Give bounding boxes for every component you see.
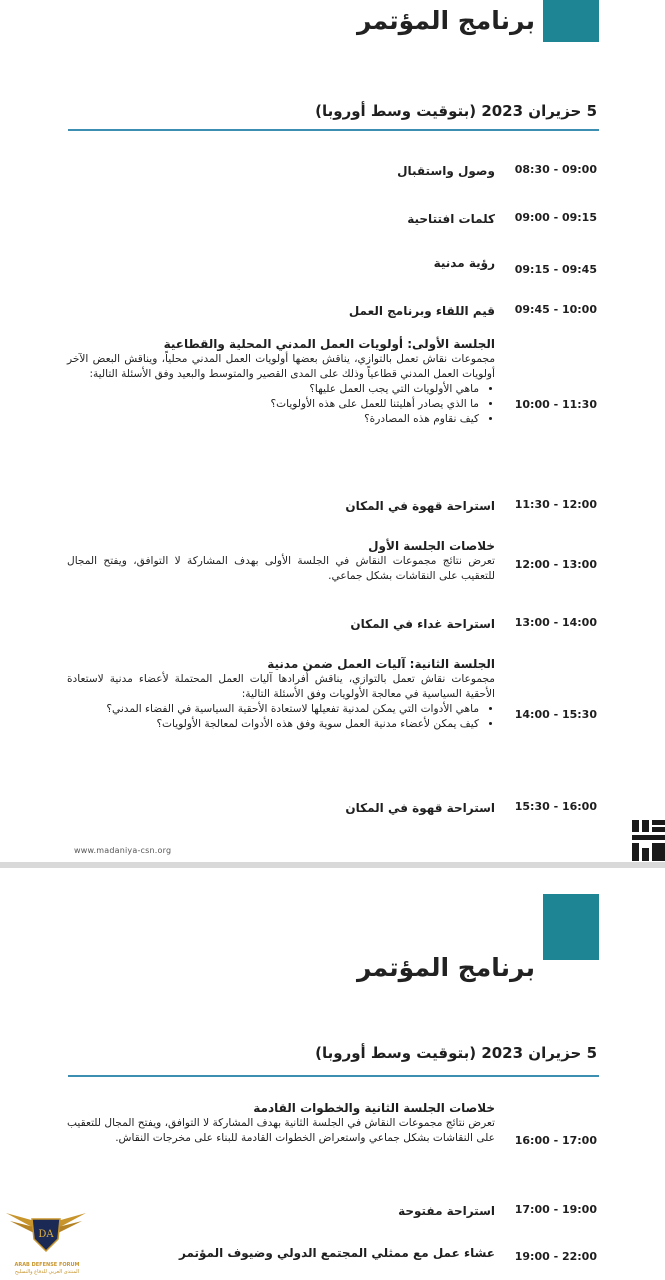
watermark <box>2 1205 90 1280</box>
question-item: • ما الذي يصادر أهليتنا للعمل على هذه الأولويات؟ <box>67 397 479 412</box>
page-title: برنامج المؤتمر <box>356 6 535 35</box>
madaniya-logo-icon <box>630 818 665 864</box>
session-title: خلاصات الجلسة الأول <box>368 539 495 553</box>
watermark-line-2: المنتدى العربي للدفاع والتسليح <box>14 1269 80 1275</box>
session-description: تعرض نتائج مجموعات النقاش في الجلسة الثانية بهدف المشاركة لا التوافق، ويفتح المجال للتعقيب على النقاشات بشكل جماعي واستعراض الخطوات القادمة للبناء على مخرجات النقاش. <box>67 1117 495 1144</box>
session-title: عشاء عمل مع ممثلي المجتمع الدولي وضيوف المؤتمر <box>178 1246 495 1260</box>
date-heading: 5 حزيران 2023 (بتوقيت وسط أوروبا) <box>315 102 597 120</box>
time-slot: 09:00 - 09:15 <box>514 211 597 224</box>
session-description: مجموعات نقاش تعمل بالتوازي، يناقش بعضها أولويات العمل المدني محلياً، ويناقش البعض الآخر أولويات العمل المدني قطاعياً وذلك على المدى القصير والمتوسط والبعيد وفق الأسئلة التالية: <box>67 353 495 380</box>
winged-emblem-icon <box>2 1205 90 1263</box>
question-item: • ماهي الأدوات التي يمكن لمدنية تفعيلها لاستعادة الأحقية السياسية في الفضاء المدني؟ <box>67 702 479 717</box>
time-slot: 16:00 - 17:00 <box>514 1134 597 1147</box>
program-page-2 <box>0 868 665 1280</box>
session-description: مجموعات نقاش تعمل بالتوازي، يناقش أفرادها آليات العمل المحتملة لأعضاء مدنية لاستعادة الأحقية السياسية في معالجة الأولويات وفق الأسئلة التالية: <box>67 673 495 700</box>
accent-block <box>543 0 599 42</box>
time-slot: 13:00 - 14:00 <box>514 616 597 629</box>
question-item: • ماهي الأولويات التي يجب العمل عليها؟ <box>67 382 479 397</box>
question-item: • كيف يمكن لأعضاء مدنية العمل سوية وفق هذه الأدوات لمعالجة الأولويات؟ <box>67 717 479 732</box>
time-slot: 09:45 - 10:00 <box>514 303 597 316</box>
session-title: خلاصات الجلسة الثانية والخطوات القادمة <box>253 1101 495 1115</box>
divider <box>68 129 599 131</box>
session-title: كلمات افتتاحية <box>407 212 495 226</box>
session-title: استراحة غداء في المكان <box>350 617 495 631</box>
time-slot: 09:15 - 09:45 <box>514 263 597 276</box>
watermark-line-1: ARAB DEFENSE FORUM <box>14 1262 80 1268</box>
time-slot: 08:30 - 09:00 <box>514 163 597 176</box>
session-title: رؤية مدنية <box>433 256 495 270</box>
time-slot: 19:00 - 22:00 <box>514 1250 597 1263</box>
accent-block <box>543 894 599 960</box>
page-title: برنامج المؤتمر <box>356 953 535 982</box>
session-title: استراحة قهوة في المكان <box>345 801 495 815</box>
divider <box>68 1075 599 1077</box>
session-title: الجلسة الثانية: آليات العمل ضمن مدنية <box>267 657 495 671</box>
footer-url[interactable]: www.madaniya-csn.org <box>74 846 172 855</box>
session-title: استراحة قهوة في المكان <box>345 499 495 513</box>
question-list <box>67 702 495 732</box>
session-title: وصول واستقبال <box>397 164 495 178</box>
time-slot: 10:00 - 11:30 <box>514 398 597 411</box>
time-slot: 11:30 - 12:00 <box>514 498 597 511</box>
question-list <box>67 382 495 427</box>
time-slot: 15:30 - 16:00 <box>514 800 597 813</box>
question-item: • كيف نقاوم هذه المصادرة؟ <box>67 412 479 427</box>
session-title: قيم اللقاء وبرنامج العمل <box>348 304 495 318</box>
session-title: الجلسة الأولى: أولويات العمل المدني المحلية والقطاعية <box>163 337 495 351</box>
badge-text: DA <box>38 1229 54 1240</box>
session-description: تعرض نتائج مجموعات النقاش في الجلسة الأولى بهدف المشاركة لا التوافق، ويفتح المجال للتعقيب على النقاشات بشكل جماعي. <box>67 555 495 582</box>
time-slot: 17:00 - 19:00 <box>514 1203 597 1216</box>
time-slot: 12:00 - 13:00 <box>514 558 597 571</box>
date-heading: 5 حزيران 2023 (بتوقيت وسط أوروبا) <box>315 1044 597 1062</box>
time-slot: 14:00 - 15:30 <box>514 708 597 721</box>
session-title: استراحة مفتوحة <box>398 1204 495 1218</box>
